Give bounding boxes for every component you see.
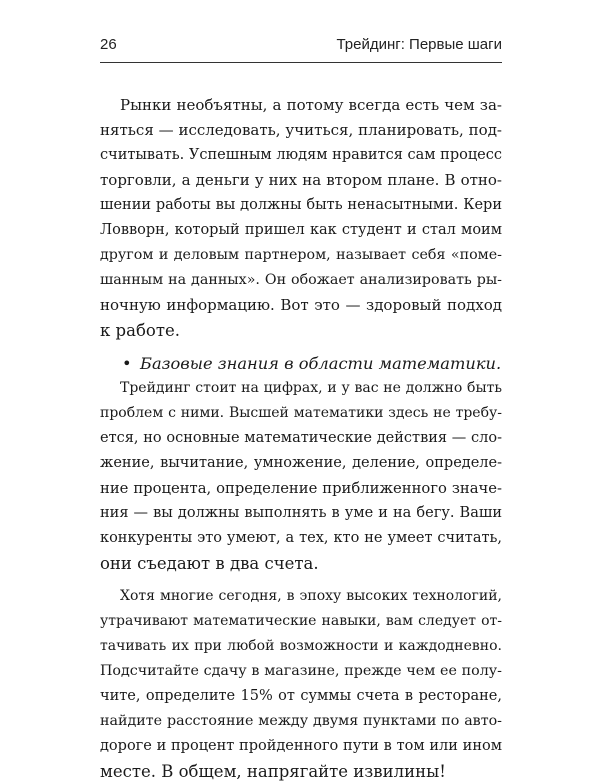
bullet-text: Базовые знания в области математики. [140, 354, 502, 373]
paragraph-1 [100, 93, 502, 343]
running-title: Трейдинг: Первые шаги [336, 36, 502, 53]
text-line: шанным на данных». Он обожает анализировать ры- [100, 272, 502, 288]
page-header [100, 36, 502, 58]
text-line: дороге и процент пройденного пути в том или ином [100, 738, 502, 754]
text-line: ется, но основные математические действия — сло- [100, 430, 502, 446]
text-line: они съедают в два счета. [100, 554, 319, 573]
text-line: ния — вы должны выполнять в уме и на бегу. Ваши [100, 505, 502, 521]
text-line: чите, определите 15% от суммы счета в ресторане, [100, 688, 502, 704]
text-line: месте. В общем, напрягайте извилины! [100, 762, 446, 781]
text-line: ночную информацию. Вот это — здоровый подход [100, 296, 502, 314]
text-line: торговли, а деньги у них на втором плане. В отно- [100, 171, 502, 189]
text-line: жение, вычитание, умножение, деление, определе- [100, 455, 502, 471]
text-line: Трейдинг стоит на цифрах, и у вас не должно быть [120, 380, 502, 396]
text-line: другом и деловым партнером, называет себя «поме- [100, 247, 502, 263]
text-line: считывать. Успешным людям нравится сам процесс [100, 147, 502, 163]
text-line: няться — исследовать, учиться, планировать, под- [100, 121, 502, 139]
text-line: ние процента, определение приближенного значе- [100, 480, 502, 497]
bullet-marker: • [122, 354, 132, 373]
text-line: Рынки необъятны, а потому всегда есть чем за- [120, 96, 502, 114]
paragraph-3 [100, 584, 502, 784]
text-line: утрачивают математические навыки, вам следует от- [100, 613, 502, 629]
bullet-item [100, 351, 502, 376]
text-line: Хотя многие сегодня, в эпоху высоких технологий, [120, 588, 502, 604]
text-line: проблем с ними. Высшей математики здесь не требу- [100, 405, 502, 421]
text-line: Ловворн, который пришел как студент и стал моим [100, 222, 502, 238]
header-rule [100, 62, 502, 63]
page-number: 26 [100, 36, 117, 53]
text-line: конкуренты это умеют, а тех, кто не умеет считать, [100, 530, 502, 546]
text-line: тачивать их при любой возможности и каждодневно. [100, 638, 502, 654]
text-line: Подсчитайте сдачу в магазине, прежде чем ее полу- [100, 663, 502, 679]
paragraph-2 [100, 376, 502, 576]
text-line: шении работы вы должны быть ненасытными. Кери [100, 197, 502, 213]
body-text [100, 93, 502, 784]
text-line: найдите расстояние между двумя пунктами по авто- [100, 713, 502, 729]
text-line: к работе. [100, 321, 180, 340]
